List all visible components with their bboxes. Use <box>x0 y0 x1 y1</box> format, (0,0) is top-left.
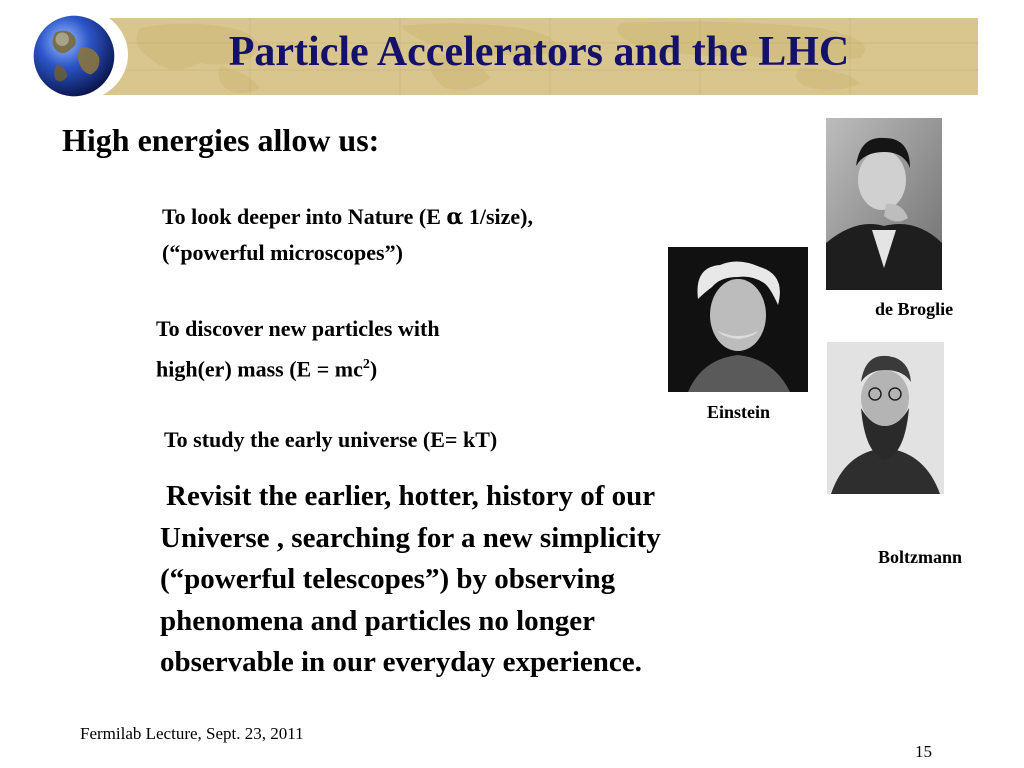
point-line: To discover new particles with <box>156 316 440 341</box>
revisit-paragraph <box>160 476 661 684</box>
point-early-universe: To study the early universe (E= kT) <box>164 427 498 452</box>
caption-einstein: Einstein <box>707 402 771 422</box>
caption-de-broglie: de Broglie <box>875 299 954 319</box>
point-new-particles <box>156 311 440 387</box>
slide-heading: High energies allow us: <box>62 122 380 158</box>
paragraph-line: (“powerful telescopes”) by observing <box>160 563 616 595</box>
point-look-deeper <box>162 199 533 271</box>
point-text: 1/size), <box>463 204 533 229</box>
point-line <box>156 347 440 387</box>
point-line <box>162 199 533 235</box>
footer-text: Fermilab Lecture, Sept. 23, 2011 <box>80 724 304 743</box>
portrait-einstein <box>668 247 808 392</box>
superscript: 2 <box>362 357 370 372</box>
paragraph-line: Revisit the earlier, hotter, history of our <box>166 480 656 512</box>
paragraph-line: phenomena and particles no longer <box>160 604 596 637</box>
paragraph-line: observable in our everyday experience. <box>160 646 642 678</box>
page-number: 15 <box>915 742 932 761</box>
point-text: To look deeper into Nature (E <box>162 204 447 229</box>
caption-boltzmann: Boltzmann <box>878 547 963 567</box>
title-banner <box>100 18 978 95</box>
portrait-de-broglie <box>826 118 942 290</box>
paragraph-line: Universe , searching for a new simplicity <box>160 521 661 554</box>
point-line: (“powerful microscopes”) <box>162 240 403 265</box>
point-text: ) <box>369 356 378 382</box>
portrait-boltzmann <box>827 342 944 494</box>
point-text: high(er) mass (E = mc <box>156 356 363 382</box>
globe-icon <box>32 14 116 98</box>
slide-title: Particle Accelerators and the LHC <box>228 29 850 75</box>
alpha-symbol: α <box>446 204 464 230</box>
